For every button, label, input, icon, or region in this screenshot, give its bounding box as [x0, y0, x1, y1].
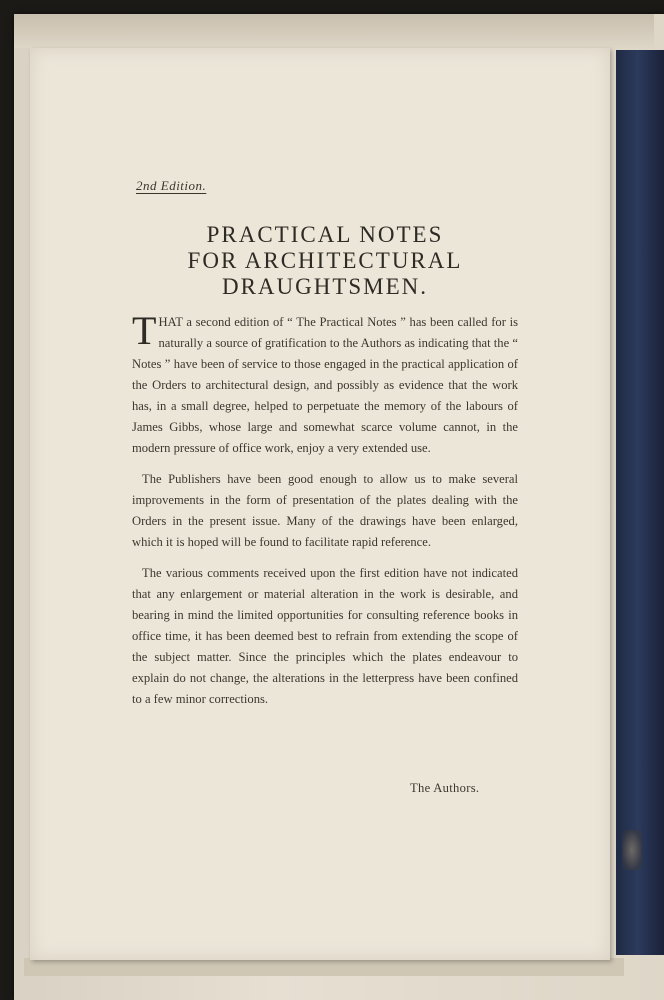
book-spine	[616, 50, 664, 955]
title-line-2: FOR ARCHITECTURAL	[187, 248, 463, 273]
paragraph-1-text: HAT a second edition of “ The Practical Notes ” has been called for is naturally a source of gratification to the Authors as indicating that the “ Notes ” have been of service to those engaged in the practical application of the Orders to architectural design, and possibly as evidence that the work has, in a small degree, helped to perpetuate the memory of the labours of James Gibbs, whose large and somewhat scarce volume cannot, in the modern pressure of office work, enjoy a very extended use.	[132, 315, 518, 455]
spine-wear-mark	[622, 830, 642, 870]
title-line-1: PRACTICAL NOTES	[206, 222, 444, 247]
preface-body	[132, 308, 518, 710]
paragraph-2: The Publishers have been good enough to allow us to make several improvements in the form of presentation of the plates dealing with the Orders in the present issue. Many of the drawings have been enlarged, which it is hoped will be found to facilitate rapid reference.	[132, 472, 518, 549]
signoff: The Authors.	[410, 781, 480, 795]
paragraph-3: The various comments received upon the first edition have not indicated that any enlargement or material alteration in the work is desirable, and bearing in mind the limited opportunities for consulting reference books in office time, it has been deemed best to refrain from extending the scope of the subject matter. Since the principles which the plates endeavour to explain do not change, the alterations in the letterpress have been confined to a few minor corrections.	[132, 566, 518, 706]
edition-label: 2nd Edition.	[136, 178, 207, 193]
drop-cap: T	[132, 308, 157, 353]
title-line-3: DRAUGHTSMEN.	[221, 274, 429, 299]
paragraph-1	[132, 308, 518, 459]
board-top-edge	[14, 14, 654, 48]
page-bottom-edge	[24, 958, 624, 976]
page-title	[130, 222, 520, 300]
